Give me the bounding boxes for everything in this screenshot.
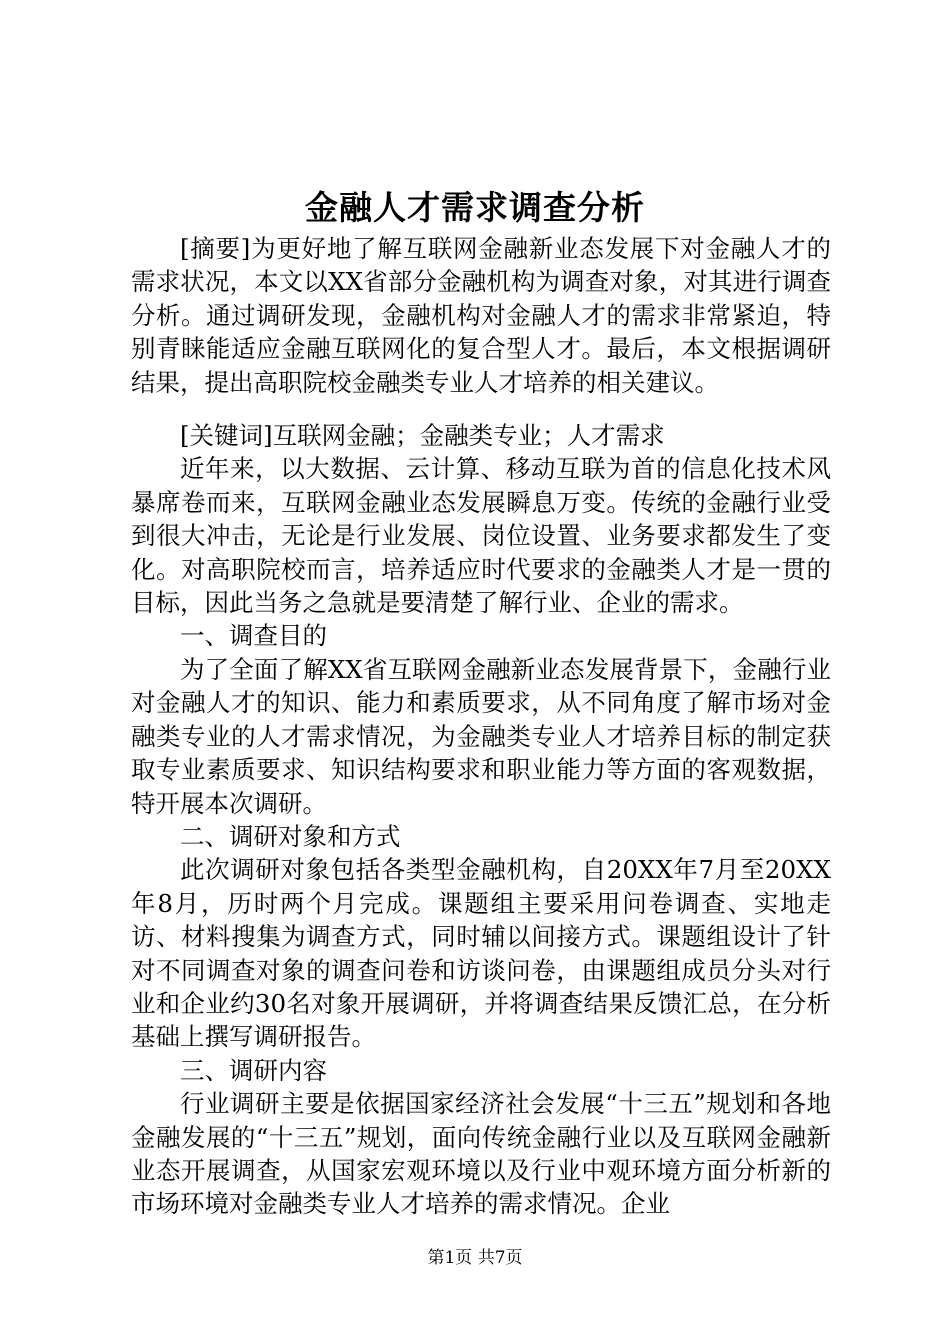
section-heading: 一、调查目的: [180, 621, 327, 651]
body-paragraph: 行业调研主要是依据国家经济社会发展“十三五”规划和各地金融发展的“十三五”规划，面向传统金融行业以及互联网金融新业态开展调查，从国家宏观环境以及行业中观环境方面分析新的市场环境对金融类专业人才培养的需求情况。企业: [131, 1089, 831, 1219]
document-title: 金融人才需求调查分析: [305, 188, 645, 227]
abstract-paragraph: [摘要]为更好地了解互联网金融新业态发展下对金融人才的需求状况，本文以XX省部分金融机构为调查对象，对其进行调查分析。通过调研发现，金融机构对金融人才的需求非常紧迫，特别青睐能适应金融互联网化的复合型人才。最后，本文根据调研结果，提出高职院校金融类专业人才培养的相关建议。: [131, 234, 831, 397]
body-paragraph: 为了全面了解XX省互联网金融新业态发展背景下，金融行业对金融人才的知识、能力和素质要求，从不同角度了解市场对金融类专业的人才需求情况，为金融类专业人才培养目标的制定获取专业素质要求、知识结构要求和职业能力等方面的客观数据，特开展本次调研。: [131, 654, 831, 818]
body-paragraph: 此次调研对象包括各类型金融机构，自20XX年7月至20XX年8月，历时两个月完成。课题组主要采用问卷调查、实地走访、材料搜集为调查方式，同时辅以间接方式。课题组设计了针对不同调查对象的调查问卷和访谈问卷，由课题组成员分头对行业和企业约30名对象开展调研，并将调查结果反馈汇总，在分析基础上撰写调研报告。: [131, 855, 831, 1052]
section-heading: 三、调研内容: [180, 1055, 327, 1085]
keywords-paragraph: [关键词]互联网金融；金融类专业；人才需求: [180, 421, 665, 451]
paragraph-spacer: [131, 399, 831, 419]
document-body: [131, 232, 831, 1221]
body-paragraph: 近年来，以大数据、云计算、移动互联为首的信息化技术风暴席卷而来，互联网金融业态发展瞬息万变。传统的金融行业受到很大冲击，无论是行业发展、岗位设置、业务要求都发生了变化。对高职院校而言，培养适应时代要求的金融类人才是一贯的目标，因此当务之急就是要清楚了解行业、企业的需求。: [131, 454, 831, 618]
section-heading: 二、调研对象和方式: [180, 821, 401, 851]
page-footer: 第1页 共7页: [427, 1248, 523, 1268]
